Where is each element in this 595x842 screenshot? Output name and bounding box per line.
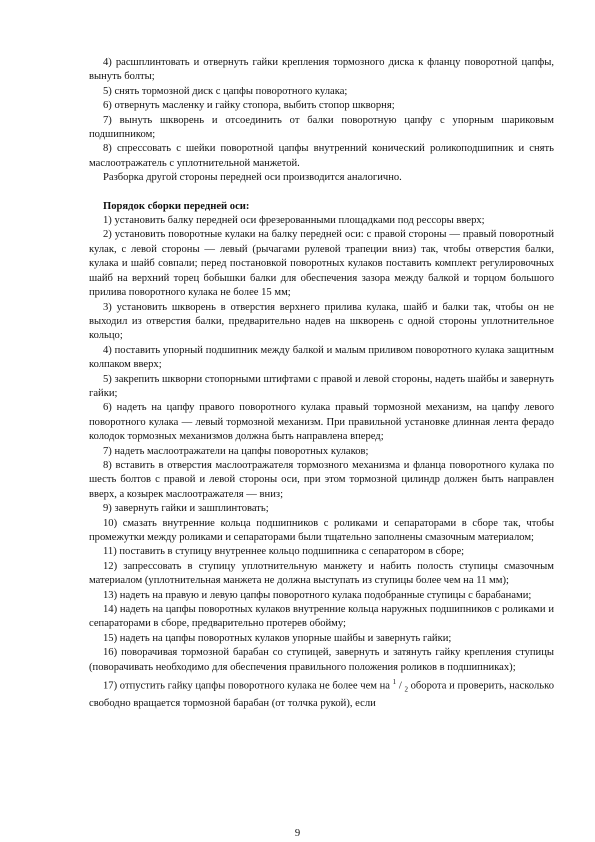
list-item: 7) вынуть шкворень и отсоединить от балки поворотную цапфу с упорным шариковым подшипником; (89, 114, 554, 141)
list-item: 8) спрессовать с шейки поворотной цапфы внутренний конический роликоподшипник и снять маслоотражатель с уплотнительной манжетой. (89, 143, 554, 169)
fraction-slash: / (396, 680, 405, 692)
list-item (89, 675, 554, 711)
page-number: 9 (294, 828, 301, 839)
fraction-denominator: 2 (404, 685, 408, 694)
list-item: 6) отвернуть масленку и гайку стопора, выбить стопор шкворня; (103, 100, 395, 112)
paragraph: Разборка другой стороны передней оси производится аналогично. (103, 172, 402, 184)
item-text: 17) отпустить гайку цапфы поворотного кулака не более чем на (103, 680, 393, 692)
document-body (89, 56, 554, 712)
fraction-numerator: 1 (392, 678, 397, 687)
spacer (89, 186, 554, 200)
list-item: 9) завернуть гайки и зашплинтовать; (103, 503, 269, 515)
item-text: оборота и проверить, насколько свободно вращается тормозной барабан (от толчка рукой), если (89, 680, 554, 710)
list-item: 14) надеть на цапфы поворотных кулаков внутренние кольца наружных подшипников с роликами и сепараторами в сборе, предварительно протерев обойму; (89, 604, 554, 630)
list-item: 15) надеть на цапфы поворотных кулаков упорные шайбы и завернуть гайки; (103, 632, 452, 644)
list-item: 7) надеть маслоотражатели на цапфы поворотных кулаков; (103, 445, 369, 457)
list-item: 4) расшплинтовать и отвернуть гайки крепления тормозного диска к фланцу поворотной цапфы, вынуть болты; (89, 57, 554, 83)
list-item: 1) установить балку передней оси фрезерованными площадками под рессоры вверх; (103, 215, 485, 227)
list-item: 12) запрессовать в ступицу уплотнительную манжету и набить полость ступицы смазочным материалом (уплотнительная манжета не должна выступать из ступицы более чем на 11 мм); (89, 560, 554, 587)
list-item: 3) установить шкворень в отверстия верхнего прилива кулака, шайб и балки так, чтобы он не выходил из отверстия балки, предварительно надев на шкворень с одной стороны уплотнительное кольцо; (89, 301, 554, 342)
list-item: 13) надеть на правую и левую цапфы поворотного кулака подобранные ступицы с барабанами; (103, 589, 532, 601)
list-item: 8) вставить в отверстия маслоотражателя тормозного механизма и фланца поворотного кулака по шесть болтов с правой и левой стороны оси, при этом тормозной цилиндр должен быть направлен вверх, а козырек маслоотражателя — вниз; (89, 459, 554, 500)
list-item: 11) поставить в ступицу внутреннее кольцо подшипника с сепаратором в сборе; (103, 546, 465, 558)
list-item: 5) закрепить шкворни стопорными штифтами с правой и левой стороны, надеть шайбы и завернуть гайки; (89, 373, 554, 399)
list-item: 5) снять тормозной диск с цапфы поворотного кулака; (103, 85, 348, 97)
list-item: 10) смазать внутренние кольца подшипников с роликами и сепараторами в сборе так, чтобы промежутки между роликами и сепараторами были тщательно заполнены смазочным материалом; (89, 517, 554, 543)
list-item: 4) поставить упорный подшипник между балкой и малым приливом поворотного кулака защитным колпаком вверх; (89, 344, 554, 371)
list-item: 6) надеть на цапфу правого поворотного кулака правый тормозной механизм, на цапфу левого поворотного кулака — левый тормозной механизм. При правильной установке длинная лента ферадо колодок тормозных механизмов должна быть направлена вперед; (89, 402, 554, 443)
list-item: 16) поворачивая тормозной барабан со ступицей, завернуть и затянуть гайку крепления ступицы (поворачивать необходимо для обеспечения правильного положения роликов в подшипниках); (89, 647, 554, 673)
section-heading: Порядок сборки передней оси: (103, 200, 250, 212)
list-item: 2) установить поворотные кулаки на балку передней оси: с правой стороны — правый поворотный кулак, с левой стороны — левый (рычагами рулевой трапеции вниз) так, чтобы отверстия балки, кулака и шайб совпали; перед постановкой поворотных кулаков поставить комплект регулировочных шайб на верхний торец бобышки балки для обеспечения зазора между балкой и торцом большого прилива поворотного кулака не более 15 мм; (89, 229, 554, 299)
